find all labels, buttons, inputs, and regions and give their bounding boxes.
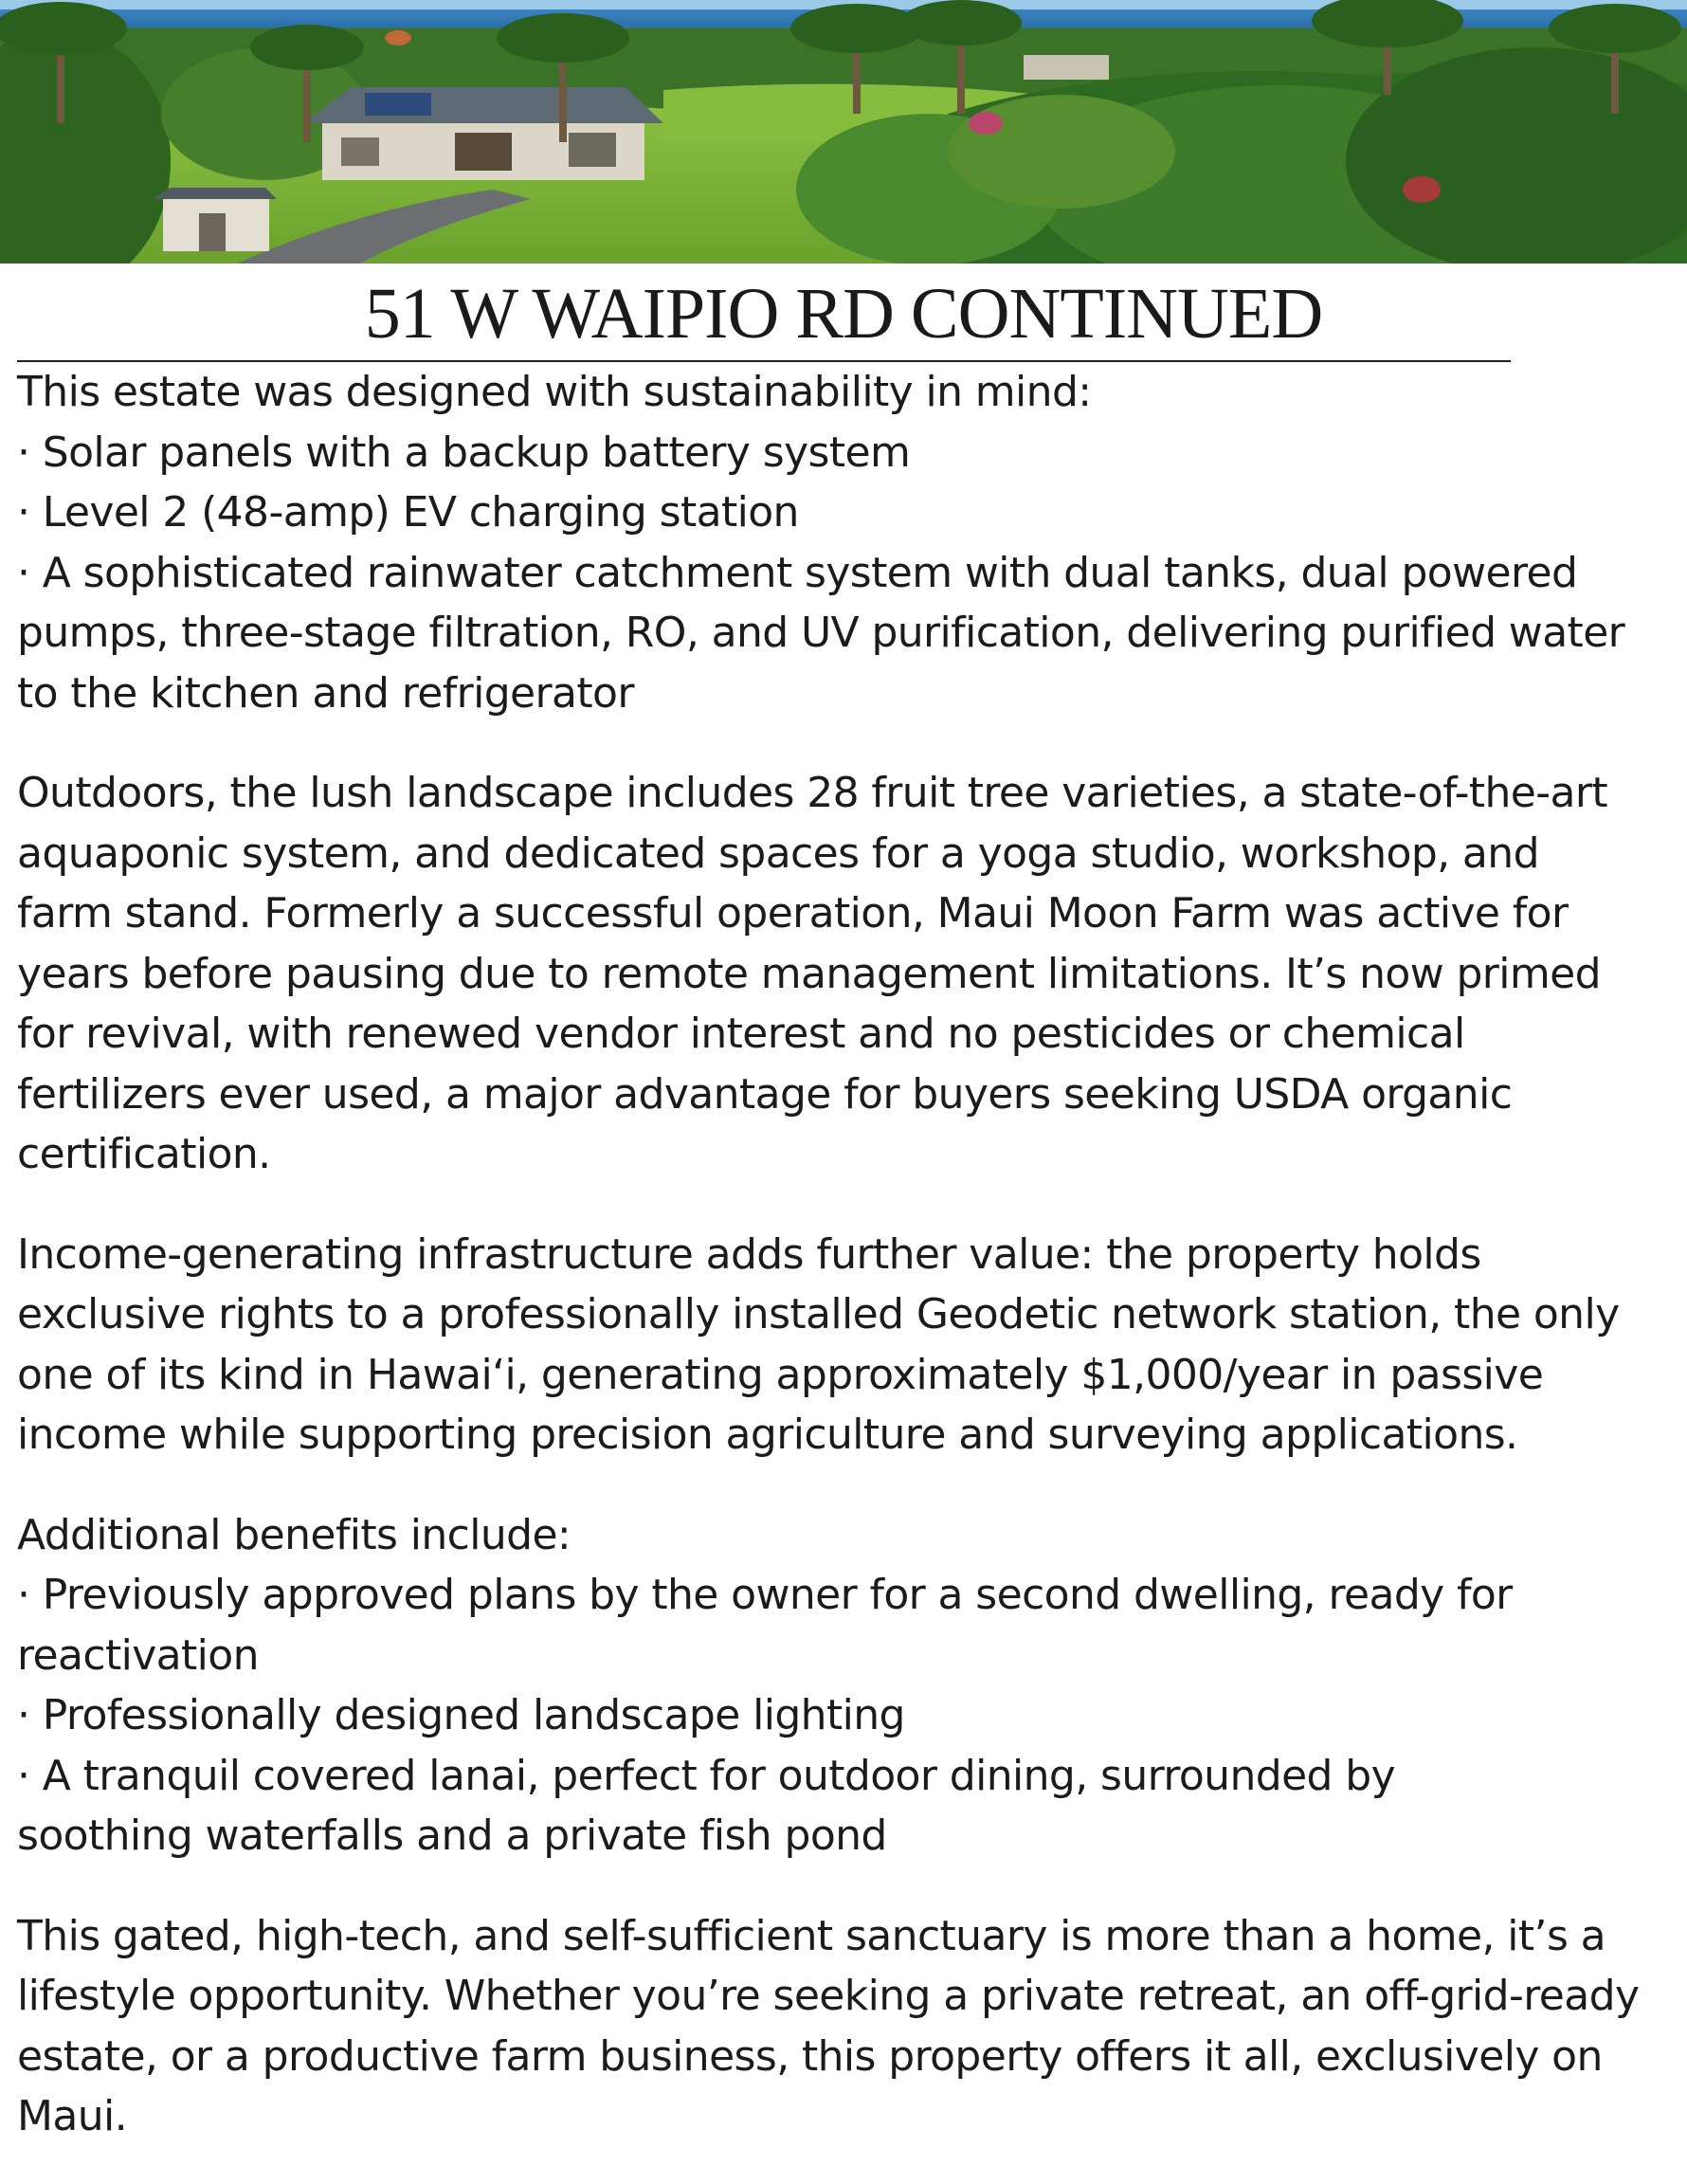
benefits-intro: Additional benefits include: (17, 1510, 571, 1559)
outdoors-paragraph: Outdoors, the lush landscape includes 28 fruit tree varieties, a state-of-the-art aquaponic system, and dedicated spaces for a yoga studio, workshop, and farm stand. Formerly a successful operation, Maui Moon Farm was active for years before pausing due to remote management limitations. It’s now primed for revival, with renewed vendor interest and no pesticides or chemical fertilizers ever used, a major advantage for buyers seeking USDA organic certification. (17, 769, 1608, 1178)
closing-paragraph: This gated, high-tech, and self-sufficient sanctuary is more than a home, it’s a lifestyle opportunity. Whether you’re seeking a private retreat, an off-grid-ready estate, or a productive farm business, this property offers it all, exclusively on Maui. (17, 1911, 1640, 2140)
bullet-item: · A tranquil covered lanai, perfect for outdoor dining, surrounded by soothing waterfalls and a private fish pond (17, 1751, 1396, 1860)
paragraph-spacer (17, 1866, 1666, 1906)
paragraph-spacer (17, 723, 1666, 763)
flower-accent (969, 112, 1003, 135)
income-paragraph: Income-generating infrastructure adds further value: the property holds exclusive rights to a professionally installed Geodetic network station, the only one of its kind in Hawai‘i, generating approximately $1,000/year in passive income while supporting precision agriculture and surveying applications. (17, 1229, 1620, 1459)
bush-cluster (948, 95, 1175, 209)
main-house (303, 87, 663, 180)
bullet-item: · Level 2 (48-amp) EV charging station (17, 488, 799, 537)
benefits-section (17, 1505, 1666, 1866)
bullet-item: · Previously approved plans by the owner for a second dwelling, ready for reactivation (17, 1571, 1513, 1680)
shed (152, 188, 277, 251)
flower-accent (1403, 176, 1441, 203)
hero-photo (0, 0, 1687, 264)
bullet-item: · Solar panels with a backup battery system (17, 428, 911, 477)
paragraph-spacer (17, 1185, 1666, 1225)
paragraph-spacer (17, 1465, 1666, 1505)
sustainability-intro: This estate was designed with sustainability in mind: (17, 368, 1092, 416)
body-copy (17, 362, 1666, 2147)
distant-building (1024, 55, 1109, 80)
bullet-item: · A sophisticated rainwater catchment system with dual tanks, dual powered pumps, three-stage filtration, RO, and UV purification, delivering purified water to the kitchen and refrigerator (17, 548, 1625, 718)
sustainability-section (17, 362, 1666, 723)
flower-accent (385, 30, 411, 46)
page-title: 51 W WAIPIO RD CONTINUED (364, 274, 1323, 354)
bullet-item: · Professionally designed landscape lighting (17, 1691, 905, 1739)
